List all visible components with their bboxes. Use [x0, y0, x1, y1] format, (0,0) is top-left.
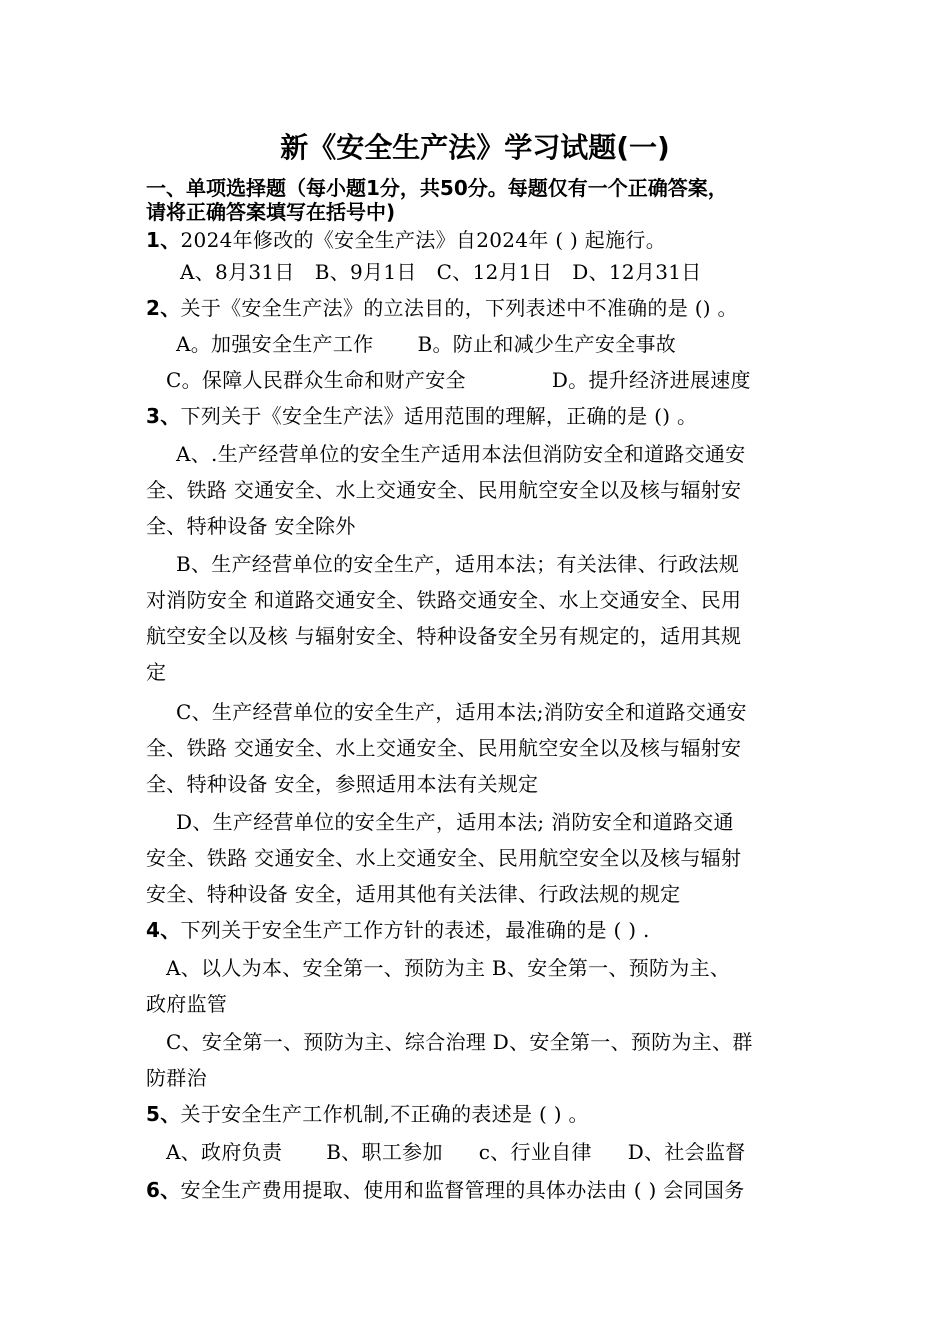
- question-number: 1、: [146, 228, 181, 252]
- option-line: 对消防安全 和道路交通安全、铁路交通安全、水上交通安全、民用: [146, 588, 742, 612]
- option-line: 安全、铁路 交通安全、水上交通安全、民用航空安全以及核与辐射: [146, 846, 742, 870]
- option-d: D、12月31日: [572, 260, 702, 284]
- question-2: [146, 294, 738, 322]
- option-line: 定: [146, 660, 167, 684]
- option-d: D、社会监督: [627, 1140, 746, 1164]
- option-a: A、8月31日: [180, 260, 295, 284]
- option-line: 航空安全以及核 与辐射安全、特种设备安全另有规定的，适用其规: [146, 624, 742, 648]
- question-text: 2024年修改的《安全生产法》自2024年 ( ) 起施行。: [180, 228, 667, 252]
- option-a: A、政府负责: [166, 1140, 283, 1164]
- option-line: 全、铁路 交通安全、水上交通安全、民用航空安全以及核与辐射安: [146, 478, 742, 502]
- option-line: A、.生产经营单位的安全生产适用本法但消防安全和道路交通安: [176, 442, 746, 466]
- option-line: B、生产经营单位的安全生产，适用本法；有关法律、行政法规: [176, 552, 740, 576]
- question-2-options-row-1: [176, 330, 676, 358]
- option-c: c、行业自律: [478, 1140, 592, 1164]
- section-heading: [146, 176, 826, 224]
- option-line: D、生产经营单位的安全生产，适用本法; 消防安全和道路交通: [176, 810, 734, 834]
- option-line: 全、特种设备 安全，参照适用本法有关规定: [146, 772, 539, 796]
- document-title: 新《安全生产法》学习试题(一): [280, 131, 670, 164]
- question-number: 2、: [146, 296, 181, 320]
- question-text: 安全生产费用提取、使用和监督管理的具体办法由 ( ) 会同国务: [180, 1178, 745, 1202]
- option-d: D。提升经济进展速度: [551, 368, 751, 392]
- question-number: 3、: [146, 404, 181, 428]
- question-number: 4、: [146, 918, 181, 942]
- option-b: B、9月1日: [314, 260, 417, 284]
- option-b: B、职工参加: [326, 1140, 443, 1164]
- question-3: [146, 402, 697, 430]
- option-line: C、生产经营单位的安全生产，适用本法;消防安全和道路交通安: [176, 700, 747, 724]
- option-line: 全、特种设备 安全除外: [146, 514, 356, 538]
- question-4-options-line: A、以人为本、安全第一、预防为主 B、安全第一、预防为主、: [166, 956, 731, 980]
- question-text: 下列关于安全生产工作方针的表述，最准确的是 ( ) .: [180, 918, 650, 942]
- question-number: 6、: [146, 1178, 181, 1202]
- question-5-options: [166, 1138, 746, 1166]
- option-c: C。保障人民群众生命和财产安全: [166, 368, 466, 392]
- question-4-options-line: C、安全第一、预防为主、综合治理 D、安全第一、预防为主、群: [166, 1030, 753, 1054]
- question-text: 关于安全生产工作机制,不正确的表述是 ( ) 。: [180, 1102, 589, 1126]
- question-5: [146, 1100, 589, 1128]
- question-number: 5、: [146, 1102, 181, 1126]
- question-2-options-row-2: [166, 366, 751, 394]
- option-c: C、12月1日: [436, 260, 553, 284]
- question-4-options-line: 政府监管: [146, 992, 228, 1016]
- question-4-options-line: 防群治: [146, 1066, 207, 1090]
- question-1: [146, 226, 666, 254]
- option-line: 安全、特种设备 安全，适用其他有关法律、行政法规的规定: [146, 882, 681, 906]
- option-b: B。防止和减少生产安全事故: [417, 332, 677, 356]
- question-text: 关于《安全生产法》的立法目的，下列表述中不准确的是 () 。: [180, 296, 738, 320]
- question-4: [146, 916, 650, 944]
- option-a: A。加强安全生产工作: [176, 332, 374, 356]
- question-1-options: [180, 258, 702, 286]
- section-heading-line-2: 请将正确答案填写在括号中): [146, 200, 396, 224]
- question-6: [146, 1176, 745, 1204]
- section-heading-line-1: 一、单项选择题（每小题1分，共50分。每题仅有一个正确答案，: [146, 176, 728, 200]
- question-text: 下列关于《安全生产法》适用范围的理解，正确的是 () 。: [180, 404, 698, 428]
- option-line: 全、铁路 交通安全、水上交通安全、民用航空安全以及核与辐射安: [146, 736, 742, 760]
